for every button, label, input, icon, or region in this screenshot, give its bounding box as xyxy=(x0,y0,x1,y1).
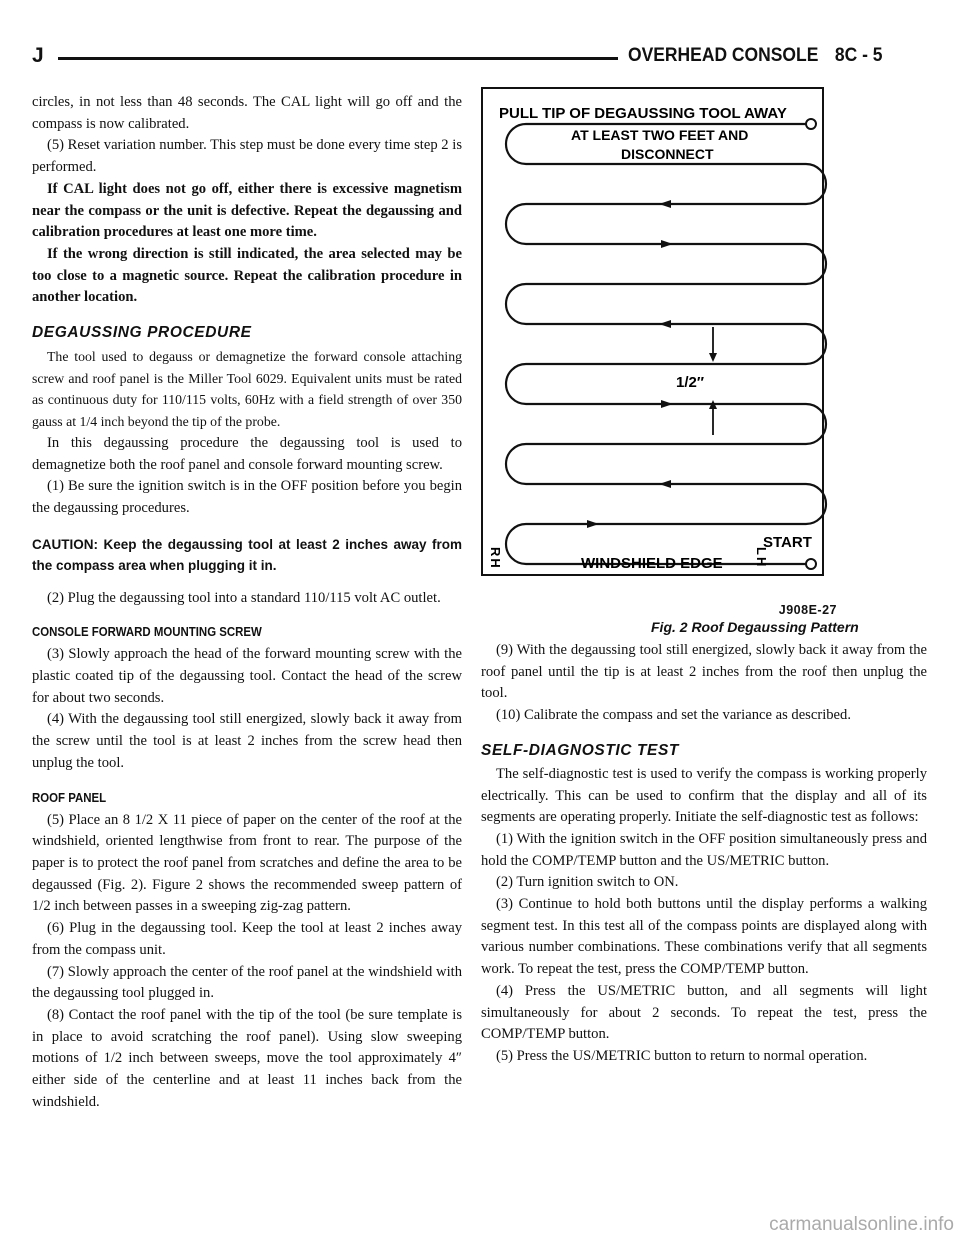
paragraph: (4) With the degaussing tool still energized, slowly back it away from the screw until the tool is at least 2 inches from the screw head then unplug the tool. xyxy=(32,711,462,771)
watermark: carmanualsonline.info xyxy=(769,1214,954,1235)
start-label: START xyxy=(763,534,812,551)
section-heading-self-diagnostic: SELF-DIAGNOSTIC TEST xyxy=(481,741,679,759)
paragraph: (1) With the ignition switch in the OFF position simultaneously press and hold the COMP/TEMP button and the US/METRIC button. xyxy=(481,830,927,869)
degaussing-pattern-diagram xyxy=(481,87,927,637)
half-inch-spacing-label: 1/2″ xyxy=(676,374,705,391)
figure-caption: Fig. 2 Roof Degaussing Pattern xyxy=(651,619,859,635)
sweep-path xyxy=(506,124,826,564)
page-number: 8C - 5 xyxy=(834,45,883,66)
instruction-label-line-1: PULL TIP OF DEGAUSSING TOOL AWAY xyxy=(499,105,787,122)
warning-paragraph: If CAL light does not go off, either there is excessive magnetism near the compass or the unit is defective. Repeat the degaussing and calibration procedures at least one more time. xyxy=(32,180,462,241)
windshield-edge-label: WINDSHIELD EDGE xyxy=(581,555,723,572)
header-section-letter: J xyxy=(32,44,44,67)
subheading-roof-panel: ROOF PANEL xyxy=(32,789,107,805)
figure-roof-degaussing-pattern xyxy=(481,87,927,637)
dimension-arrow-down xyxy=(709,353,717,362)
paragraph: (3) Continue to hold both buttons until the display performs a walking segment test. In this test all of the compass points are displayed along with various number combinations. These combinations verify that all segments work. To repeat the test, press the COMP/TEMP button. xyxy=(481,896,927,978)
header-title-block xyxy=(628,45,899,67)
right-hand-side-label: RH xyxy=(488,547,503,570)
paragraph: (5) Reset variation number. This step must be done every time step 2 is performed. xyxy=(32,137,462,176)
left-hand-side-label: LH xyxy=(754,547,769,569)
header-title: OVERHEAD CONSOLE xyxy=(628,45,819,66)
instruction-label-line-2: AT LEAST TWO FEET AND xyxy=(571,127,749,143)
caution-note: CAUTION: Keep the degaussing tool at least 2 inches away from the compass area when plugging it in. xyxy=(32,536,462,573)
left-column xyxy=(32,92,462,1113)
figure-code: J908E-27 xyxy=(778,603,837,617)
direction-arrow xyxy=(659,480,671,488)
header-rule xyxy=(58,57,618,60)
paragraph: (4) Press the US/METRIC button, and all segments will light simultaneously for about 2 seconds. To repeat the test, press the COMP/TEMP button. xyxy=(481,982,927,1043)
warning-paragraph: If the wrong direction is still indicated, the area selected may be too close to a magnetic source. Repeat the calibration procedure in another location. xyxy=(32,245,462,306)
paragraph: (9) With the degaussing tool still energized, slowly back it away from the roof panel until the tip is at least 2 inches from the roof then unplug the tool. xyxy=(481,642,927,702)
paragraph: (5) Place an 8 1/2 X 11 piece of paper on the center of the roof at the windshield, oriented lengthwise from front to rear. The purpose of the paper is to protect the roof panel from scratches and define the area to be degaussed (Fig. 2). Figure 2 shows the recommended sweep pattern of 1/2 inch between passes in a sweeping zig-zag pattern. xyxy=(32,811,462,915)
direction-arrow xyxy=(659,320,671,328)
instruction-label-line-3: DISCONNECT xyxy=(621,146,714,162)
direction-arrow xyxy=(661,240,673,248)
paragraph: (10) Calibrate the compass and set the variance as described. xyxy=(496,707,851,724)
paragraph: (8) Contact the roof panel with the tip of the tool (be sure template is in place to avoid scratching the roof panel). Using slow sweeping motions of 1/2 inch between sweeps, move the tool approximately 4″ either side of the centerline and at least 11 inches back from the windshield. xyxy=(32,1006,462,1110)
paragraph: (7) Slowly approach the center of the roof panel at the windshield with the degaussing tool plugged in. xyxy=(32,963,462,1002)
paragraph: The self-diagnostic test is used to verify the compass is working properly electrically. This can be used to confirm that the display and all of its segments are operating properly. Initiate the self-diagnostic test as follows: xyxy=(481,765,927,826)
paragraph: In this degaussing procedure the degaussing tool is used to demagnetize both the roof panel and console forward mounting screw. xyxy=(32,434,462,473)
end-point-marker xyxy=(806,119,816,129)
direction-arrow xyxy=(661,400,673,408)
right-column xyxy=(481,640,927,1068)
subheading-console-screw: CONSOLE FORWARD MOUNTING SCREW xyxy=(32,624,262,640)
paragraph: circles, in not less than 48 seconds. The CAL light will go off and the compass is now calibrated. xyxy=(32,94,462,132)
paragraph: (1) Be sure the ignition switch is in the OFF position before you begin the degaussing procedures. xyxy=(32,478,462,516)
paragraph: (2) Turn ignition switch to ON. xyxy=(496,874,679,891)
paragraph: (6) Plug in the degaussing tool. Keep the tool at least 2 inches away from the compass unit. xyxy=(32,920,462,958)
section-heading-degaussing: DEGAUSSING PROCEDURE xyxy=(32,324,252,342)
paragraph: (2) Plug the degaussing tool into a standard 110/115 volt AC outlet. xyxy=(47,589,441,606)
direction-arrow xyxy=(659,200,671,208)
direction-arrow xyxy=(587,520,599,528)
start-point-marker xyxy=(806,559,816,569)
paragraph: (3) Slowly approach the head of the forward mounting screw with the plastic coated tip of the degaussing tool. Contact the head of the screw for about two seconds. xyxy=(32,646,462,706)
paragraph: (5) Press the US/METRIC button to return to normal operation. xyxy=(496,1047,868,1064)
paragraph: The tool used to degauss or demagnetize the forward console attaching screw and roof panel is the Miller Tool 6029. Equivalent units must be rated as continuous duty for 110/115 volts, 60Hz with a field strength of over 350 gauss at 1/4 inch beyond the tip of the probe. xyxy=(32,349,462,430)
